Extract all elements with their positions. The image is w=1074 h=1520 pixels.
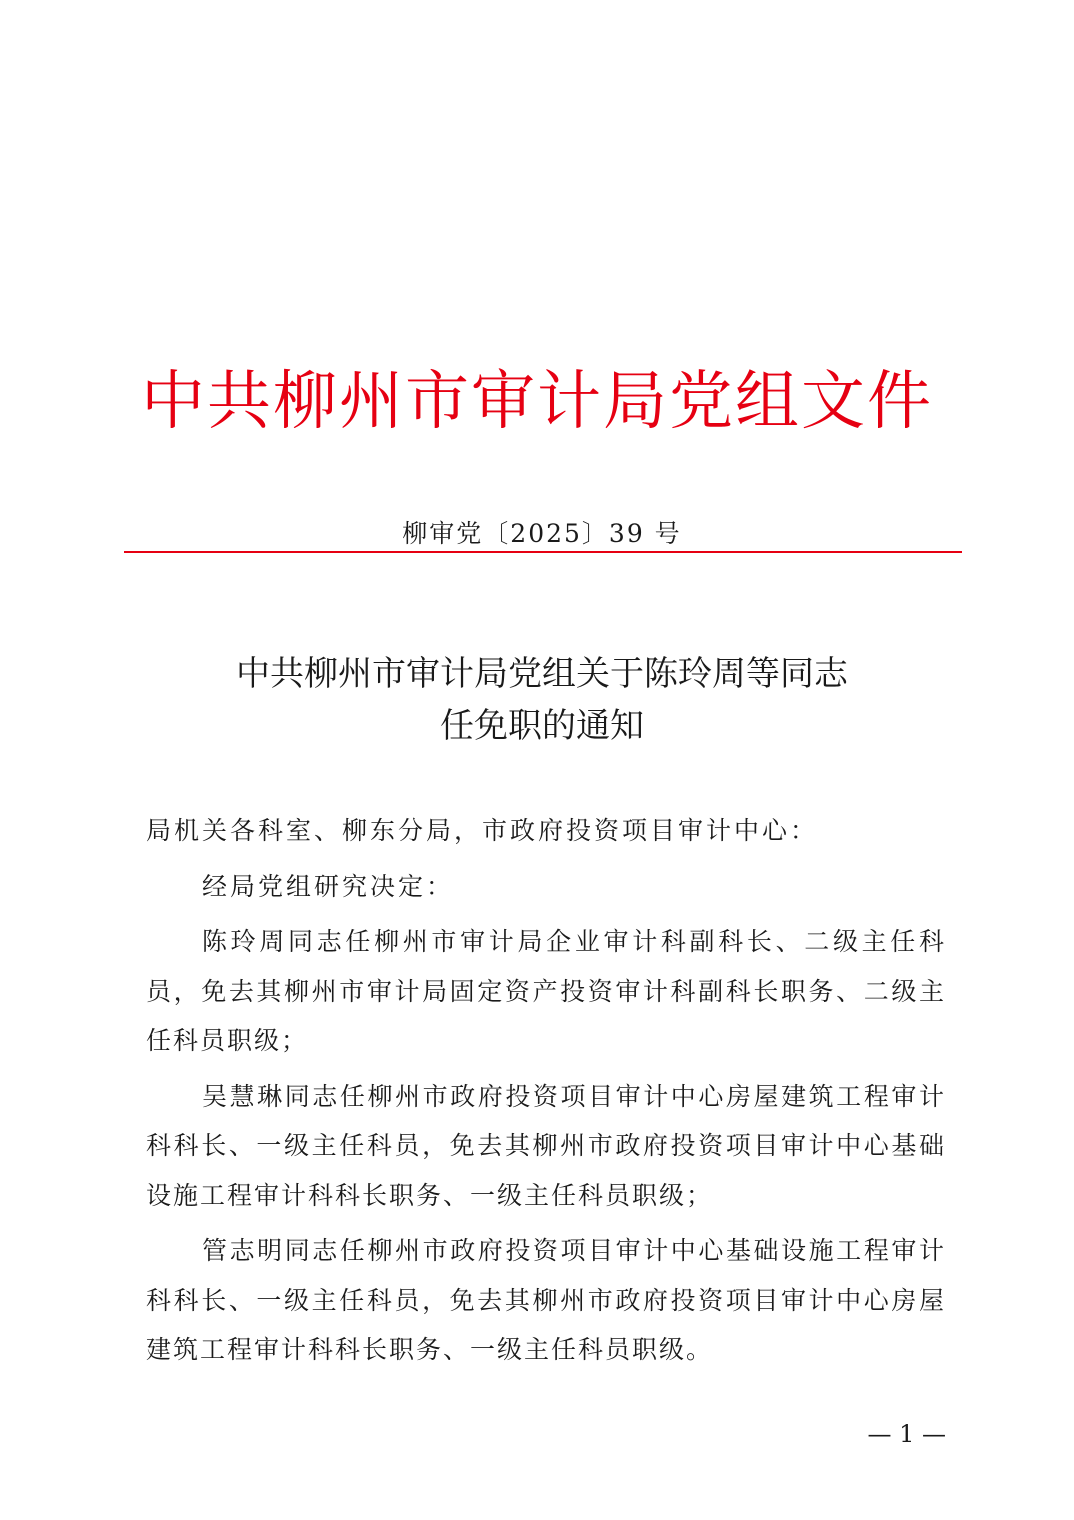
red-divider-line <box>124 551 962 553</box>
document-header-title: 中共柳州市审计局党组文件 <box>141 365 933 439</box>
appointment-paragraph-3: 管志明同志任柳州市政府投资项目审计中心基础设施工程审计科科长、一级主任科员，免去其柳州市政府投资项目审计中心房屋建筑工程审计科科长职务、一级主任科员职级。 <box>146 1236 946 1364</box>
notice-title-line-1: 中共柳州市审计局党组关于陈玲周等同志 <box>236 654 848 694</box>
salutation: 局机关各科室、柳东分局，市政府投资项目审计中心： <box>146 816 819 845</box>
notice-title-line-2: 任免职的通知 <box>440 706 644 746</box>
intro-paragraph: 经局党组研究决定： <box>202 871 455 901</box>
document-number: 柳审党〔2025〕39 号 <box>402 519 682 548</box>
notice-body <box>146 806 946 1381</box>
appointment-paragraph-2: 吴慧琳同志任柳州市政府投资项目审计中心房屋建筑工程审计科科长、一级主任科员，免去其柳州市政府投资项目审计中心基础设施工程审计科科长职务、一级主任科员职级； <box>146 1081 946 1210</box>
appointment-paragraph-1: 陈玲周同志任柳州市审计局企业审计科副科长、二级主任科员，免去其柳州市审计局固定资产投资审计科副科长职务、二级主任科员职级； <box>146 927 946 1055</box>
notice-title <box>0 648 1074 752</box>
page-number: — 1 — <box>867 1420 946 1448</box>
